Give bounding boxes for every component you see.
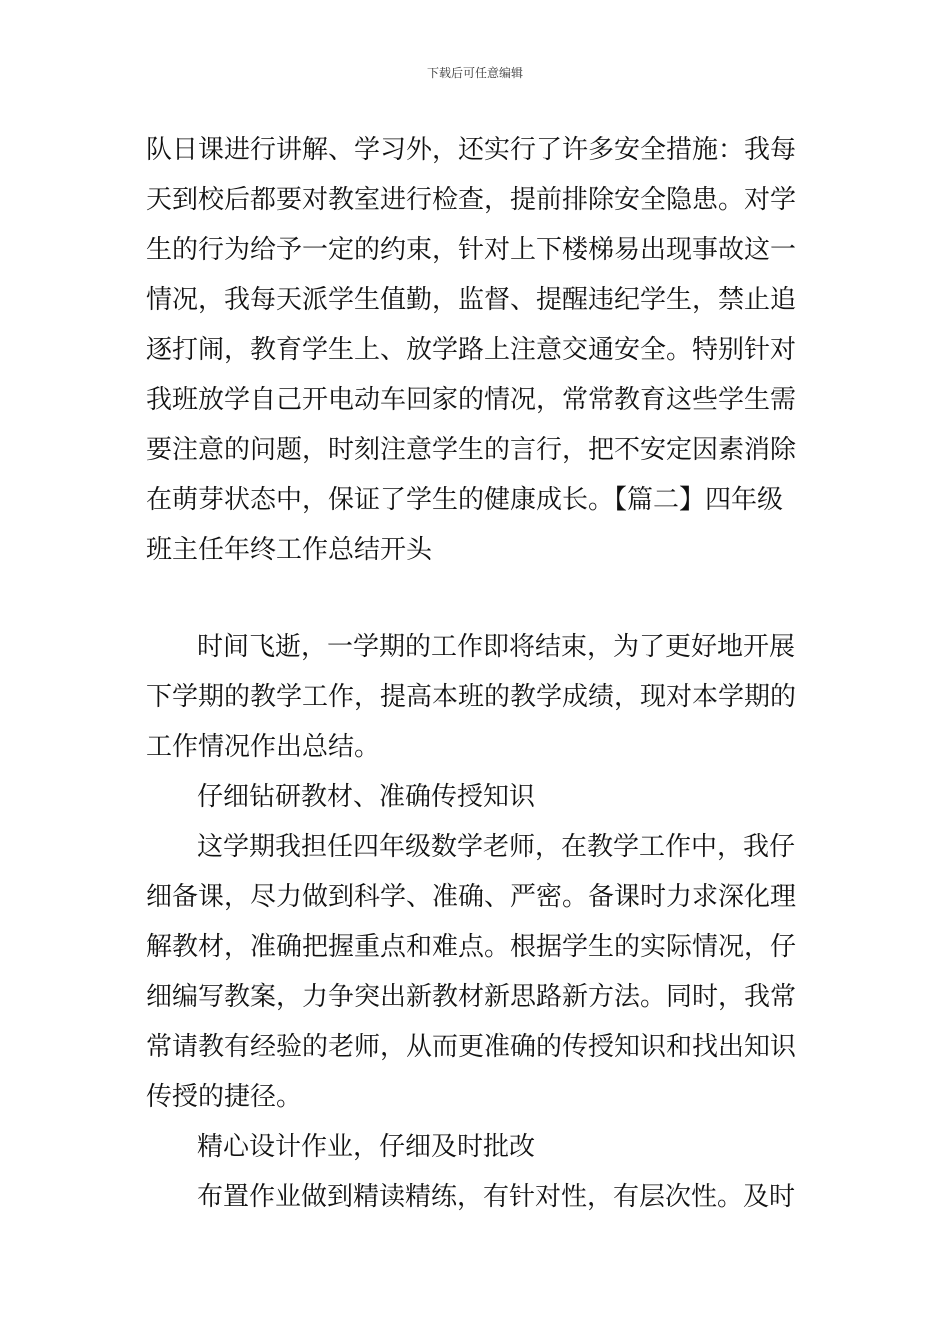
paragraph-line: 细备课，尽力做到科学、准确、严密。备课时力求深化理 [146, 882, 797, 912]
paragraph-line: 要注意的问题，时刻注意学生的言行，把不安定因素消除 [146, 435, 797, 465]
paragraph-line: 工作情况作出总结。 [146, 732, 381, 762]
paragraph-line: 下学期的教学工作，提高本班的教学成绩，现对本学期的 [146, 682, 797, 712]
paragraph-line: 生的行为给予一定的约束，针对上下楼梯易出现事故这一 [146, 235, 797, 265]
paragraph-line: 我班放学自己开电动车回家的情况，常常教育这些学生需 [146, 385, 797, 415]
paragraph-line: 情况，我每天派学生值勤，监督、提醒违纪学生，禁止追 [146, 285, 797, 315]
paragraph-line: 细编写教案，力争突出新教材新思路新方法。同时，我常 [146, 982, 797, 1012]
paragraph-line: 布置作业做到精读精练，有针对性，有层次性。及时 [197, 1182, 796, 1212]
section-title-line: 班主任年终工作总结开头 [146, 535, 433, 565]
paragraph-line: 队日课进行讲解、学习外，还实行了许多安全措施：我每 [146, 135, 797, 165]
page-header: 下载后可任意编辑 [426, 66, 523, 80]
subheading: 精心设计作业，仔细及时批改 [197, 1132, 536, 1162]
paragraph-line: 常请教有经验的老师，从而更准确的传授知识和找出知识 [146, 1032, 797, 1062]
paragraph-line: 这学期我担任四年级数学老师，在教学工作中，我仔 [197, 832, 796, 862]
paragraph-line: 解教材，准确把握重点和难点。根据学生的实际情况，仔 [146, 932, 797, 962]
paragraph-line: 传授的捷径。 [146, 1082, 303, 1112]
paragraph-line: 逐打闹，教育学生上、放学路上注意交通安全。特别针对 [146, 335, 797, 365]
paragraph-line: 天到校后都要对教室进行检查，提前排除安全隐患。对学 [146, 185, 797, 215]
paragraph-line: 在萌芽状态中，保证了学生的健康成长。【篇二】四年级 [146, 485, 784, 515]
paragraph-line: 时间飞逝，一学期的工作即将结束，为了更好地开展 [197, 632, 796, 662]
subheading: 仔细钻研教材、准确传授知识 [197, 782, 536, 812]
